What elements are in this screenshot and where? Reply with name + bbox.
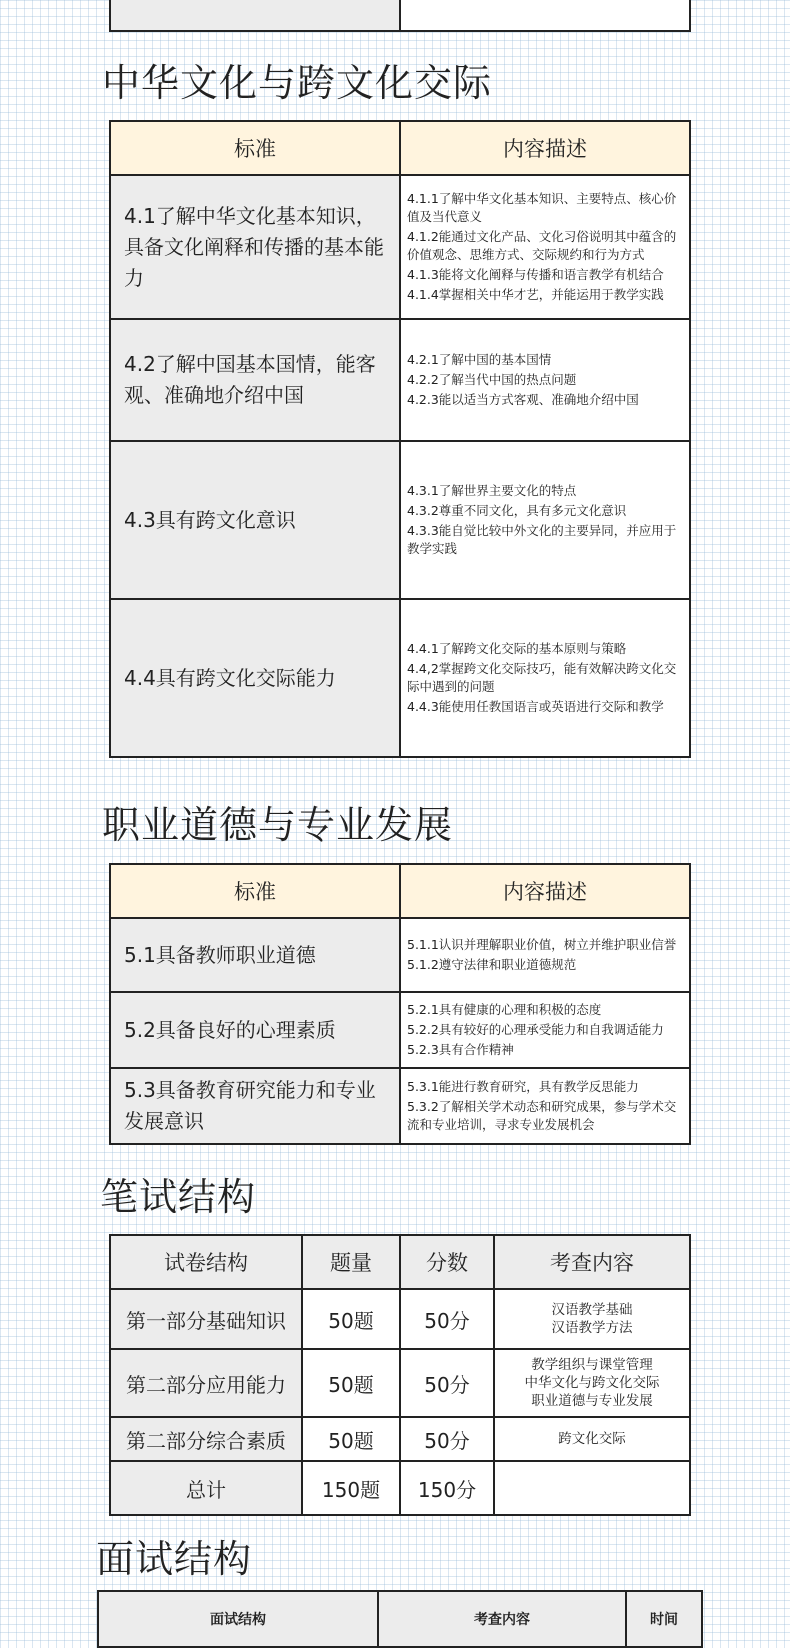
content-item: 跨文化交际 [558,1431,626,1447]
desc-cell [400,441,690,599]
total-label-cell: 总计 [110,1461,302,1515]
standard-cell: 4.4具有跨文化交际能力 [110,599,400,757]
score-cell: 50分 [400,1349,494,1417]
section-title: 笔试结构 [100,1175,257,1219]
prev-table-remnant [109,0,691,32]
section-title: 面试结构 [96,1537,253,1581]
desc-item: 4.4.1了解跨文化交际的基本原则与策略 [407,641,627,656]
ethics-standards-table [109,863,691,1145]
content-item: 汉语教学方法 [551,1320,633,1336]
content-item: 中华文化与跨文化交际 [524,1375,660,1391]
count-cell: 50题 [302,1349,400,1417]
col-header-interview: 面试结构 [98,1591,378,1647]
col-header-standard: 标准 [110,121,400,175]
desc-item: 4.1.4掌握相关中华才艺，并能运用于教学实践 [407,287,664,302]
score-cell: 50分 [400,1417,494,1461]
desc-item: 4.4,2掌握跨文化交际技巧，能有效解决跨文化交际中遇到的问题 [407,661,677,694]
score-cell: 50分 [400,1289,494,1349]
desc-cell [400,319,690,441]
content-cell [494,1461,690,1515]
standard-cell: 5.3具备教育研究能力和专业发展意识 [110,1068,400,1144]
standard-cell: 4.1了解中华文化基本知识，具备文化阐释和传播的基本能力 [110,175,400,319]
desc-item: 4.4.3能使用任教国语言或英语进行交际和教学 [407,699,664,714]
col-header-count: 题量 [302,1235,400,1289]
content-item: 汉语教学基础 [551,1302,633,1318]
count-cell: 50题 [302,1289,400,1349]
col-header-score: 分数 [400,1235,494,1289]
desc-item: 4.2.1了解中国的基本国情 [407,352,552,367]
desc-item: 4.2.3能以适当方式客观、准确地介绍中国 [407,392,639,407]
desc-item: 4.3.1了解世界主要文化的特点 [407,483,577,498]
desc-item: 4.1.3能将文化阐释与传播和语言教学有机结合 [407,267,664,282]
culture-standards-table [109,120,691,758]
standard-cell: 5.2具备良好的心理素质 [110,992,400,1068]
count-cell: 50题 [302,1417,400,1461]
desc-item: 5.2.3具有合作精神 [407,1042,514,1057]
desc-item: 5.2.2具有较好的心理承受能力和自我调适能力 [407,1022,664,1037]
desc-item: 5.1.1认识并理解职业价值，树立并维护职业信誉 [407,937,677,952]
desc-item: 5.2.1具有健康的心理和积极的态度 [407,1002,602,1017]
content-cell [494,1417,690,1461]
standard-cell: 5.1具备教师职业道德 [110,918,400,992]
desc-item: 5.1.2遵守法律和职业道德规范 [407,957,577,972]
standard-cell: 4.3具有跨文化意识 [110,441,400,599]
desc-item: 4.1.2能通过文化产品、文化习俗说明其中蕴含的价值观念、思维方式、交际规约和行为方式 [407,229,677,262]
interview-table [97,1590,703,1648]
standard-cell: 4.2了解中国基本国情，能客观、准确地介绍中国 [110,319,400,441]
desc-cell [400,918,690,992]
desc-cell [400,1068,690,1144]
section-title: 职业道德与专业发展 [102,803,454,847]
col-header-content: 考查内容 [378,1591,626,1647]
desc-cell [400,992,690,1068]
desc-item: 4.2.2了解当代中国的热点问题 [407,372,577,387]
section-title: 中华文化与跨文化交际 [102,61,493,105]
desc-item: 4.3.2尊重不同文化，具有多元文化意识 [407,503,627,518]
col-header-desc: 内容描述 [400,121,690,175]
count-cell: 150题 [302,1461,400,1515]
part-cell: 第二部分应用能力 [110,1349,302,1417]
written-exam-table [109,1234,691,1516]
col-header-time: 时间 [626,1591,702,1647]
prev-standard-cell [110,0,400,31]
desc-cell [400,175,690,319]
content-item: 教学组织与课堂管理 [531,1357,653,1373]
part-cell: 第二部分综合素质 [110,1417,302,1461]
content-cell [494,1349,690,1417]
prev-desc-cell [400,0,690,31]
desc-item: 4.3.3能自觉比较中外文化的主要异同，并应用于教学实践 [407,523,677,556]
score-cell: 150分 [400,1461,494,1515]
content-item: 职业道德与专业发展 [531,1393,653,1409]
part-cell: 第一部分基础知识 [110,1289,302,1349]
col-header-part: 试卷结构 [110,1235,302,1289]
content-cell [494,1289,690,1349]
col-header-desc: 内容描述 [400,864,690,918]
col-header-standard: 标准 [110,864,400,918]
desc-item: 5.3.2了解相关学术动态和研究成果，参与学术交流和专业培训，寻求专业发展机会 [407,1099,677,1132]
desc-item: 5.3.1能进行教育研究，具有教学反思能力 [407,1079,639,1094]
desc-item: 4.1.1了解中华文化基本知识、主要特点、核心价值及当代意义 [407,191,677,224]
col-header-content: 考查内容 [494,1235,690,1289]
desc-cell [400,599,690,757]
